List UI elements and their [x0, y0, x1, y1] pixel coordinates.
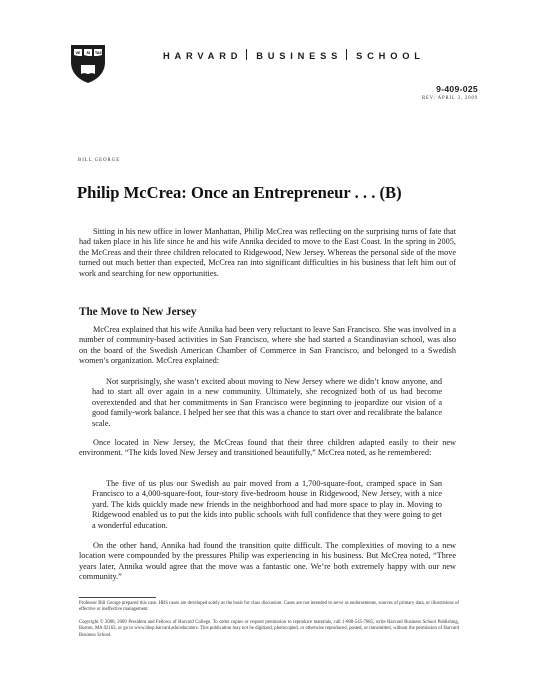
school-name-header [163, 49, 523, 61]
header-word-school: SCHOOL [356, 51, 425, 61]
block-quote: The five of us plus our Swedish au pair moved from a 1,700-square-foot, cramped space in San Francisco to a 4,000-square-foot, four-story five-bedroom house in Ridgewood, New Jersey, with a nice yard. The kids quickly made new friends in the neighborhood and had more space to play in. Moving to Ridgewood enabled us to put the kids into public schools with full confidence that they were going to get a wonderful education. [92, 479, 442, 530]
section-heading: The Move to New Jersey [79, 306, 197, 318]
header-word-harvard: HARVARD [163, 51, 243, 61]
author-name: BILL GEORGE [78, 158, 121, 163]
footnote-authorship: Professor Bill George prepared this case. HBS cases are developed solely as the basis for class discussion. Cases are not intended to serve as endorsements, sources of primary data, or illustrations of effective or ineffective management. [79, 601, 459, 613]
footnote-copyright: Copyright © 2008, 2009 President and Fellows of Harvard College. To order copies or request permission to reproduce materials, call 1-800-545-7685, write Harvard Business School Publishing, Boston, MA 02163, or go to www.hbsp.harvard.edu/educators. This publication may not be digitized, photocopied, or otherwise reproduced, posted, or transmitted, without the permission of Harvard Business School. [79, 620, 459, 638]
footnote-divider [79, 597, 156, 598]
case-title: Philip McCrea: Once an Entrepreneur . . . (B) [77, 183, 402, 202]
case-number: 9-409-025 [436, 84, 478, 94]
block-quote: Not surprisingly, she wasn’t excited about moving to New Jersey where we didn’t know anyone, and had to start all over again in a new community. Ultimately, she recognized both of us had become overextended and that her commitments in San Francisco were beginning to jeopardize our vision of a good family-work balance. I helped her see that this was a chance to start over and recalibrate the balance scale. [92, 377, 442, 428]
revision-date: REV: APRIL 3, 2009 [421, 96, 478, 101]
header-word-business: BUSINESS [256, 51, 343, 61]
header-divider [346, 49, 347, 60]
svg-text:TAS: TAS [95, 51, 102, 55]
harvard-shield-logo [70, 44, 106, 84]
header-divider [246, 49, 247, 60]
body-paragraph: McCrea explained that his wife Annika had been very reluctant to leave San Francisco. She was involved in a number of community-based activities in San Francisco, where she had started a Scandinavian school, was also on the board of the Swedish American Chamber of Commerce in San Francisco, and belonged to a Swedish women’s organization. McCrea explained: [79, 325, 456, 366]
svg-text:RI: RI [86, 51, 91, 55]
intro-paragraph: Sitting in his new office in lower Manhattan, Philip McCrea was reflecting on the surprising turns of fate that had taken place in his life since he and his wife Annika decided to move to the East Coast. In the spring in 2005, the McCreas and their three children relocated to Ridgewood, New Jersey. Whereas the personal side of the move turned out much better than expected, McCrea ran into significant difficulties in his business that left him out of work and searching for new opportunities. [79, 227, 456, 278]
svg-text:VE: VE [75, 51, 81, 55]
body-paragraph: Once located in New Jersey, the McCreas found that their three children adapted easily to their new environment. “The kids loved New Jersey and transitioned beautifully,” McCrea noted, as he remembered: [79, 438, 456, 458]
body-paragraph: On the other hand, Annika had found the transition quite difficult. The complexities of moving to a new location were compounded by the pressures Philip was experiencing in his business. But McCrea noted, “Three years later, Annika would agree that the move was a fantastic one. We’re both extremely happy with our new community.” [79, 541, 456, 582]
